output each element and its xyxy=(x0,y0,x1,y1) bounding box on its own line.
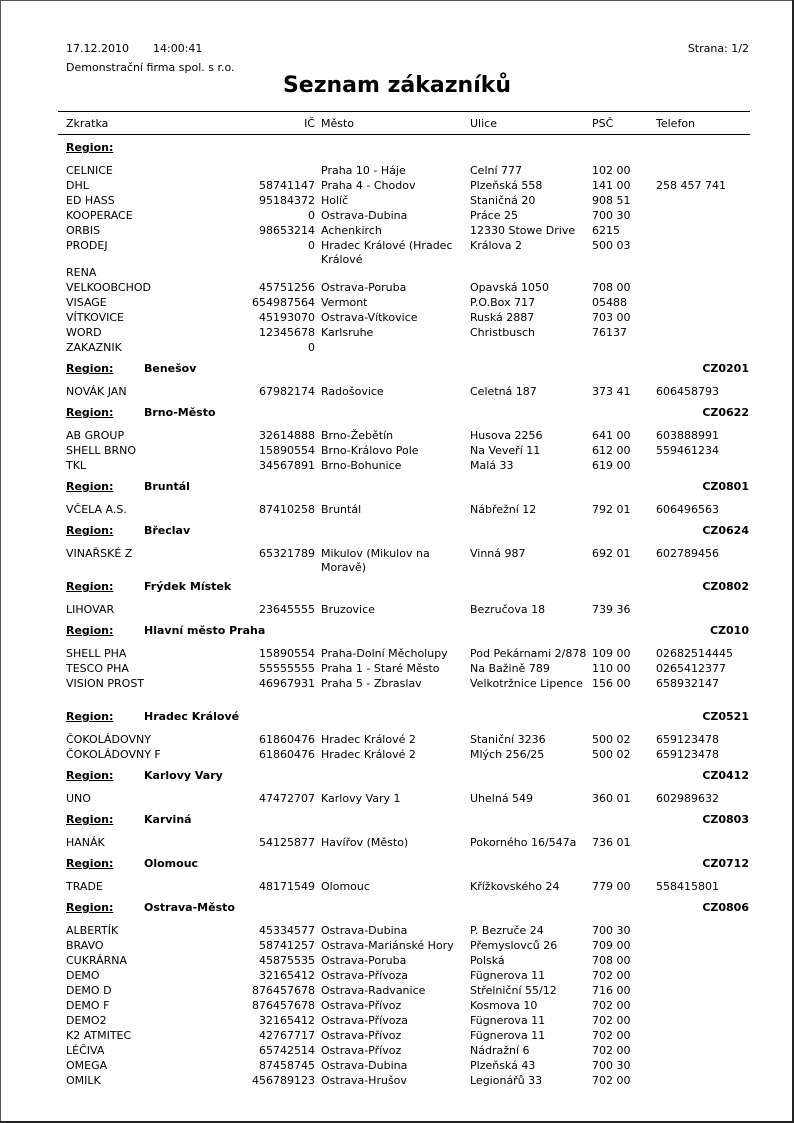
cell-mesto: Havířov (Město) xyxy=(321,836,409,849)
cell-zkratka: ZAKAZNIK xyxy=(66,341,122,354)
cell-ulice: Vinná 987 xyxy=(470,547,526,560)
cell-zkratka: UNO xyxy=(66,792,91,805)
cell-zkratka: HANÁK xyxy=(66,836,105,849)
cell-psc: 109 00 xyxy=(592,647,631,660)
region-name: Karviná xyxy=(144,813,192,826)
cell-zkratka: WORD xyxy=(66,326,102,339)
cell-telefon: 602989632 xyxy=(656,792,719,805)
cell-ulice: Plzeňská 43 xyxy=(470,1059,536,1072)
cell-ulice: Legionářů 33 xyxy=(470,1074,543,1087)
cell-zkratka: KOOPERACE xyxy=(66,209,133,222)
cell-mesto: Ostrava-Dubina xyxy=(321,1059,408,1072)
region-label: Region: xyxy=(66,769,114,782)
cell-ic: 67982174 xyxy=(259,385,315,398)
cell-telefon: 603888991 xyxy=(656,429,719,442)
cell-ulice: P.O.Box 717 xyxy=(470,296,536,309)
cell-zkratka: VISION PROST xyxy=(66,677,145,690)
cell-ic: 55555555 xyxy=(259,662,315,675)
cell-mesto: Ostrava-Přívoz xyxy=(321,999,402,1012)
col-header-ic: IČ xyxy=(304,117,315,130)
col-header-telefon: Telefon xyxy=(656,117,696,130)
cell-psc: 6215 xyxy=(592,224,620,237)
cell-psc: 500 02 xyxy=(592,733,631,746)
cell-ic: 0 xyxy=(308,239,315,252)
report-date: 17.12.2010 xyxy=(66,42,129,55)
cell-ulice: Přemyslovců 26 xyxy=(470,939,558,952)
cell-mesto: Radošovice xyxy=(321,385,384,398)
cell-mesto: Mikulov (Mikulov na Moravě) xyxy=(321,547,430,574)
cell-ic: 87410258 xyxy=(259,503,315,516)
cell-mesto: Ostrava-Hrušov xyxy=(321,1074,407,1087)
cell-mesto: Bruntál xyxy=(321,503,362,516)
region-name: Olomouc xyxy=(144,857,199,870)
cell-psc: 110 00 xyxy=(592,662,631,675)
cell-zkratka: TRADE xyxy=(66,880,103,893)
cell-ic: 45875535 xyxy=(259,954,315,967)
region-name: Karlovy Vary xyxy=(144,769,223,782)
cell-ic: 34567891 xyxy=(259,459,315,472)
cell-zkratka: ČOKOLÁDOVNY F xyxy=(66,748,161,761)
cell-mesto: Ostrava-Dubina xyxy=(321,209,408,222)
cell-telefon: 606458793 xyxy=(656,385,719,398)
cell-zkratka: DEMO F xyxy=(66,999,110,1012)
cell-zkratka: BRAVO xyxy=(66,939,104,952)
region-label: Region: xyxy=(66,813,114,826)
cell-zkratka: TESCO PHA xyxy=(66,662,129,675)
cell-ulice: Plzeňská 558 xyxy=(470,179,543,192)
cell-ic: 15890554 xyxy=(259,444,315,457)
cell-ic: 47472707 xyxy=(259,792,315,805)
cell-mesto: Ostrava-Dubina xyxy=(321,924,408,937)
cell-ulice: Pod Pekárnami 2/878 xyxy=(470,647,587,660)
region-code: CZ0521 xyxy=(702,710,749,723)
cell-ic: 61860476 xyxy=(259,733,315,746)
cell-ic: 32165412 xyxy=(259,1014,315,1027)
cell-ulice: Fügnerova 11 xyxy=(470,1014,546,1027)
cell-ic: 654987564 xyxy=(252,296,315,309)
cell-ic: 45751256 xyxy=(259,281,315,294)
cell-psc: 700 30 xyxy=(592,924,631,937)
cell-zkratka: VELKOOBCHOD xyxy=(66,281,151,294)
cell-zkratka: DHL xyxy=(66,179,89,192)
cell-mesto: Ostrava-Přívoza xyxy=(321,1014,408,1027)
cell-telefon: 559461234 xyxy=(656,444,719,457)
cell-zkratka: DEMO2 xyxy=(66,1014,107,1027)
cell-mesto: Ostrava-Poruba xyxy=(321,281,407,294)
cell-ic: 15890554 xyxy=(259,647,315,660)
cell-ic: 876457678 xyxy=(252,984,315,997)
cell-ulice: Na Veveří 11 xyxy=(470,444,541,457)
cell-psc: 708 00 xyxy=(592,954,631,967)
cell-psc: 141 00 xyxy=(592,179,631,192)
cell-ulice: Bezručova 18 xyxy=(470,603,546,616)
cell-psc: 500 02 xyxy=(592,748,631,761)
cell-zkratka: K2 ATMITEC xyxy=(66,1029,132,1042)
cell-telefon: 659123478 xyxy=(656,748,719,761)
cell-zkratka: VINAŘSKÉ Z xyxy=(66,547,133,560)
cell-ulice: Králova 2 xyxy=(470,239,523,252)
cell-zkratka: OMILK xyxy=(66,1074,101,1087)
cell-ulice: Husova 2256 xyxy=(470,429,543,442)
cell-ulice: Fügnerova 11 xyxy=(470,1029,546,1042)
region-code: CZ0712 xyxy=(702,857,749,870)
cell-zkratka: NOVÁK JAN xyxy=(66,385,127,398)
cell-ulice: Střelniční 55/12 xyxy=(470,984,557,997)
region-label: Region: xyxy=(66,141,114,154)
cell-mesto: Ostrava-Přívoz xyxy=(321,1044,402,1057)
cell-ulice: Polská xyxy=(470,954,505,967)
cell-psc: 736 01 xyxy=(592,836,631,849)
region-name: Brno-Město xyxy=(144,406,216,419)
cell-psc: 641 00 xyxy=(592,429,631,442)
cell-ic: 95184372 xyxy=(259,194,315,207)
cell-ulice: 12330 Stowe Drive xyxy=(470,224,576,237)
cell-psc: 716 00 xyxy=(592,984,631,997)
region-label: Region: xyxy=(66,524,114,537)
cell-telefon: 658932147 xyxy=(656,677,719,690)
cell-ic: 45193070 xyxy=(259,311,315,324)
cell-zkratka: DEMO D xyxy=(66,984,112,997)
cell-psc: 702 00 xyxy=(592,999,631,1012)
region-label: Region: xyxy=(66,580,114,593)
cell-psc: 360 01 xyxy=(592,792,631,805)
cell-ulice: Staničná 20 xyxy=(470,194,536,207)
cell-zkratka: LIHOVAR xyxy=(66,603,115,616)
region-label: Region: xyxy=(66,624,114,637)
cell-ulice: Křížkovského 24 xyxy=(470,880,560,893)
cell-ic: 456789123 xyxy=(252,1074,315,1087)
cell-telefon: 606496563 xyxy=(656,503,719,516)
cell-mesto: Brno-Žebětín xyxy=(321,429,394,442)
cell-zkratka: CELNICE xyxy=(66,164,113,177)
region-name: Bruntál xyxy=(144,480,190,493)
cell-zkratka: CUKRÁRNA xyxy=(66,954,128,967)
cell-mesto: Ostrava-Mariánské Hory xyxy=(321,939,454,952)
cell-mesto: Olomouc xyxy=(321,880,370,893)
cell-psc: 102 00 xyxy=(592,164,631,177)
cell-ulice: Pokorného 16/547a xyxy=(470,836,577,849)
region-name: Hlavní město Praha xyxy=(144,624,266,637)
cell-zkratka: PRODEJ xyxy=(66,239,108,252)
cell-ulice: Kosmova 10 xyxy=(470,999,538,1012)
cell-psc: 908 51 xyxy=(592,194,631,207)
cell-ic: 12345678 xyxy=(259,326,315,339)
cell-mesto: Bruzovice xyxy=(321,603,375,616)
region-label: Region: xyxy=(66,901,114,914)
col-header-zkratka: Zkratka xyxy=(66,117,109,130)
cell-psc: 708 00 xyxy=(592,281,631,294)
cell-ic: 45334577 xyxy=(259,924,315,937)
cell-mesto: Brno-Královo Pole xyxy=(321,444,419,457)
cell-ulice: Mlých 256/25 xyxy=(470,748,545,761)
region-label: Region: xyxy=(66,362,114,375)
cell-psc: 500 03 xyxy=(592,239,631,252)
cell-psc: 702 00 xyxy=(592,969,631,982)
cell-ic: 54125877 xyxy=(259,836,315,849)
region-code: CZ0622 xyxy=(702,406,749,419)
cell-ulice: Na Bažině 789 xyxy=(470,662,550,675)
cell-ulice: Ruská 2887 xyxy=(470,311,535,324)
cell-telefon: 659123478 xyxy=(656,733,719,746)
cell-psc: 700 30 xyxy=(592,1059,631,1072)
col-header-mesto: Město xyxy=(321,117,355,130)
cell-zkratka: VISAGE xyxy=(66,296,107,309)
region-code: CZ0801 xyxy=(702,480,749,493)
cell-ulice: Opavská 1050 xyxy=(470,281,550,294)
cell-zkratka: ORBIS xyxy=(66,224,101,237)
cell-mesto: Praha 5 - Zbraslav xyxy=(321,677,422,690)
cell-ulice: Celní 777 xyxy=(470,164,523,177)
cell-zkratka: TKL xyxy=(66,459,87,472)
region-code: CZ0803 xyxy=(702,813,749,826)
cell-psc: 702 00 xyxy=(592,1029,631,1042)
cell-mesto: Praha 1 - Staré Město xyxy=(321,662,440,675)
cell-ic: 32614888 xyxy=(259,429,315,442)
region-name: Benešov xyxy=(144,362,197,375)
cell-zkratka: ČOKOLÁDOVNY xyxy=(66,733,151,746)
cell-psc: 779 00 xyxy=(592,880,631,893)
cell-ulice: Nádražní 6 xyxy=(470,1044,530,1057)
col-header-ulice: Ulice xyxy=(470,117,497,130)
cell-psc: 612 00 xyxy=(592,444,631,457)
report-time: 14:00:41 xyxy=(153,42,203,55)
cell-mesto: Karlsruhe xyxy=(321,326,374,339)
cell-ic: 23645555 xyxy=(259,603,315,616)
region-code: CZ0201 xyxy=(702,362,749,375)
cell-psc: 702 00 xyxy=(592,1044,631,1057)
cell-ic: 65742514 xyxy=(259,1044,315,1057)
cell-ulice: Celetná 187 xyxy=(470,385,537,398)
region-code: CZ0802 xyxy=(702,580,749,593)
cell-mesto: Achenkirch xyxy=(321,224,382,237)
cell-ic: 58741147 xyxy=(259,179,315,192)
cell-zkratka: AB GROUP xyxy=(66,429,125,442)
cell-ic: 65321789 xyxy=(259,547,315,560)
cell-psc: 703 00 xyxy=(592,311,631,324)
header-bottom-rule xyxy=(58,134,750,135)
cell-ulice: Malá 33 xyxy=(470,459,514,472)
cell-psc: 702 00 xyxy=(592,1074,631,1087)
region-name: Frýdek Místek xyxy=(144,580,232,593)
cell-ic: 0 xyxy=(308,341,315,354)
cell-mesto: Karlovy Vary 1 xyxy=(321,792,401,805)
cell-ic: 58741257 xyxy=(259,939,315,952)
cell-ic: 876457678 xyxy=(252,999,315,1012)
cell-psc: 05488 xyxy=(592,296,627,309)
region-name: Hradec Králové xyxy=(144,710,240,723)
cell-ulice: Fügnerova 11 xyxy=(470,969,546,982)
cell-ulice: P. Bezruče 24 xyxy=(470,924,544,937)
cell-ic: 46967931 xyxy=(259,677,315,690)
cell-mesto: Ostrava-Vítkovice xyxy=(321,311,418,324)
cell-ulice: Práce 25 xyxy=(470,209,519,222)
cell-mesto: Vermont xyxy=(321,296,368,309)
cell-psc: 700 30 xyxy=(592,209,631,222)
cell-psc: 709 00 xyxy=(592,939,631,952)
cell-mesto: Hradec Králové (Hradec Králové xyxy=(321,239,453,266)
region-label: Region: xyxy=(66,406,114,419)
cell-ic: 87458745 xyxy=(259,1059,315,1072)
cell-telefon: 258 457 741 xyxy=(656,179,726,192)
cell-zkratka: VČELA A.S. xyxy=(66,503,127,516)
header-top-rule xyxy=(58,111,750,112)
report-title: Seznam zákazníků xyxy=(282,73,512,98)
cell-zkratka: SHELL BRNO xyxy=(66,444,137,457)
cell-zkratka: OMEGA xyxy=(66,1059,108,1072)
cell-zkratka: VÍTKOVICE xyxy=(66,311,124,324)
cell-zkratka: DEMO xyxy=(66,969,100,982)
cell-psc: 156 00 xyxy=(592,677,631,690)
cell-zkratka: ED HASS xyxy=(66,194,115,207)
cell-ic: 61860476 xyxy=(259,748,315,761)
region-code: CZ010 xyxy=(709,624,749,637)
cell-psc: 792 01 xyxy=(592,503,631,516)
cell-ic: 0 xyxy=(308,209,315,222)
cell-ulice: Velkotržnice Lipence xyxy=(470,677,583,690)
cell-ulice: Staniční 3236 xyxy=(470,733,546,746)
cell-mesto: Praha-Dolní Měcholupy xyxy=(321,647,448,660)
region-code: CZ0412 xyxy=(702,769,749,782)
cell-psc: 692 01 xyxy=(592,547,631,560)
cell-mesto: Ostrava-Přívoz xyxy=(321,1029,402,1042)
region-code: CZ0806 xyxy=(702,901,749,914)
region-label: Region: xyxy=(66,480,114,493)
cell-psc: 702 00 xyxy=(592,1014,631,1027)
cell-mesto: Brno-Bohunice xyxy=(321,459,402,472)
cell-psc: 739 36 xyxy=(592,603,631,616)
col-header-psc: PSČ xyxy=(592,117,614,130)
region-name: Ostrava-Město xyxy=(144,901,235,914)
cell-zkratka: RENA xyxy=(66,266,97,279)
cell-psc: 373 41 xyxy=(592,385,631,398)
region-label: Region: xyxy=(66,710,114,723)
cell-mesto: Ostrava-Poruba xyxy=(321,954,407,967)
cell-psc: 76137 xyxy=(592,326,627,339)
cell-telefon: 602789456 xyxy=(656,547,719,560)
cell-ic: 42767717 xyxy=(259,1029,315,1042)
cell-mesto: Ostrava-Přívoza xyxy=(321,969,408,982)
cell-zkratka: LÉČIVA xyxy=(66,1044,105,1057)
cell-mesto: Ostrava-Radvanice xyxy=(321,984,426,997)
cell-ic: 98653214 xyxy=(259,224,315,237)
company-name: Demonstrační firma spol. s r.o. xyxy=(66,61,235,74)
region-label: Region: xyxy=(66,857,114,870)
cell-zkratka: SHELL PHA xyxy=(66,647,127,660)
cell-psc: 619 00 xyxy=(592,459,631,472)
cell-ulice: Christbusch xyxy=(470,326,535,339)
cell-mesto: Praha 4 - Chodov xyxy=(321,179,416,192)
cell-ulice: Nábřežní 12 xyxy=(470,503,537,516)
cell-telefon: 558415801 xyxy=(656,880,719,893)
cell-zkratka: ALBERTÍK xyxy=(66,924,119,937)
cell-telefon: 02682514445 xyxy=(656,647,733,660)
cell-mesto: Hradec Králové 2 xyxy=(321,733,416,746)
page-number: Strana: 1/2 xyxy=(687,42,749,55)
cell-mesto: Hradec Králové 2 xyxy=(321,748,416,761)
cell-ulice: Uhelná 549 xyxy=(470,792,534,805)
cell-ic: 48171549 xyxy=(259,880,315,893)
region-code: CZ0624 xyxy=(702,524,749,537)
cell-ic: 32165412 xyxy=(259,969,315,982)
region-name: Břeclav xyxy=(144,524,191,537)
cell-mesto: Praha 10 - Háje xyxy=(321,164,406,177)
cell-telefon: 0265412377 xyxy=(656,662,726,675)
cell-mesto: Holíč xyxy=(321,194,349,207)
